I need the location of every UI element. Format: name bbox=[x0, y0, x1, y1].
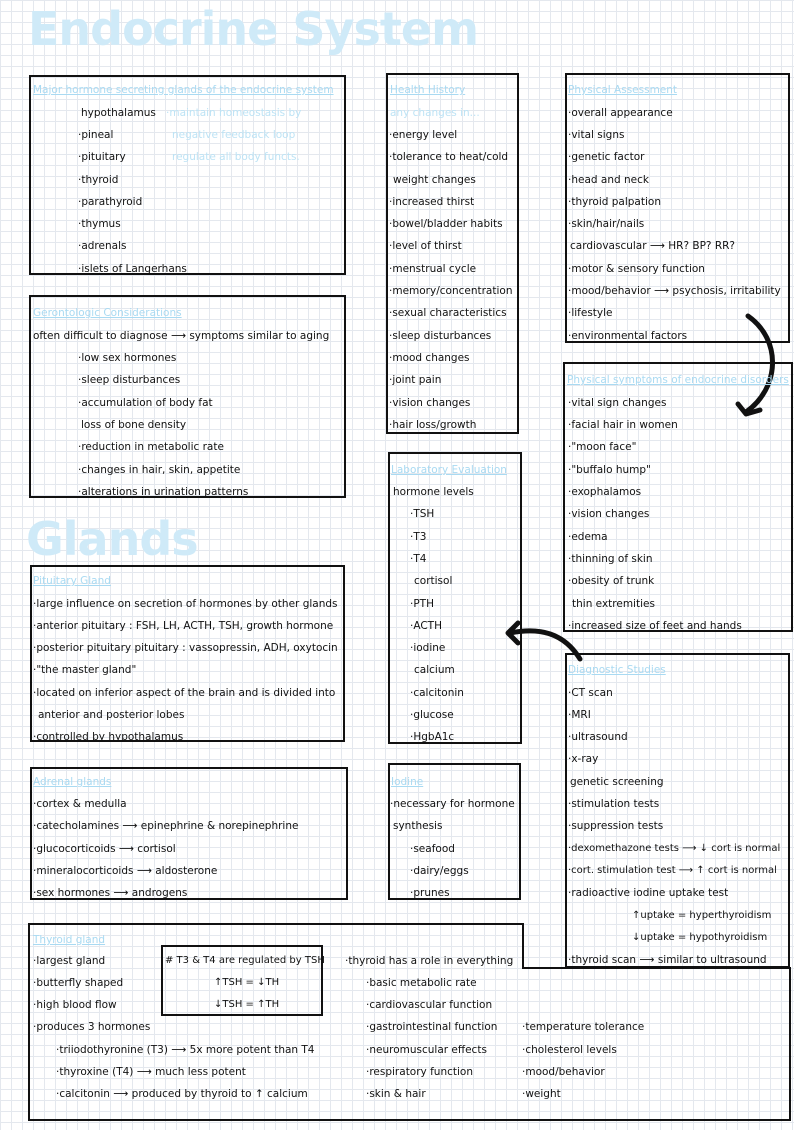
thyroid-hormone: ·calcitonin ⟶ produced by thyroid to ↑ calcium bbox=[56, 1088, 308, 1100]
thyroid-role-item: ·basic metabolic rate bbox=[366, 977, 477, 989]
pituitary-item: anterior and posterior lobes bbox=[38, 709, 185, 721]
diagnostic-item: ·x-ray bbox=[568, 753, 599, 765]
pituitary-item: ·large influence on secretion of hormones by other glands bbox=[33, 598, 338, 610]
gland-item: ·thyroid bbox=[78, 174, 119, 186]
health-history-item: ·menstrual cycle bbox=[389, 263, 477, 275]
diagnostic-item: ·radioactive iodine uptake test bbox=[568, 887, 729, 899]
gerontologic-item: ·reduction in metabolic rate bbox=[78, 441, 224, 453]
thyroid-fact: ·butterfly shaped bbox=[33, 977, 124, 989]
health-history-item: ·sexual characteristics bbox=[389, 307, 507, 319]
thyroid-fact: ·largest gland bbox=[33, 955, 106, 967]
health-history-item: ·increased thirst bbox=[389, 196, 475, 208]
major-glands-header: Major hormone secreting glands of the endocrine system bbox=[33, 84, 334, 96]
gerontologic-item: ·accumulation of body fat bbox=[78, 397, 213, 409]
tsh-regulation-line: ↓TSH = ↑TH bbox=[214, 999, 280, 1010]
thyroid-hormone: ·thyroxine (T4) ⟶ much less potent bbox=[56, 1066, 246, 1078]
lab-item: ·T4 bbox=[410, 553, 427, 565]
homeostasis-note: regulate all body functs. bbox=[172, 151, 300, 163]
diagnostic-item: ·CT scan bbox=[568, 687, 613, 699]
physical-assessment-item: ·lifestyle bbox=[568, 307, 613, 319]
adrenal-item: ·glucocorticoids ⟶ cortisol bbox=[33, 843, 176, 855]
iodine-item: synthesis bbox=[393, 820, 443, 832]
homeostasis-note: ·maintain homeostasis by bbox=[166, 107, 302, 119]
lab-evaluation-header: Laboratory Evaluation bbox=[391, 464, 507, 476]
gland-item: ·adrenals bbox=[78, 240, 127, 252]
lab-intro: hormone levels bbox=[393, 486, 474, 498]
symptom-item: ·"moon face" bbox=[568, 441, 637, 453]
lab-item: cortisol bbox=[414, 575, 453, 587]
gland-item: hypothalamus bbox=[81, 107, 156, 119]
thyroid-fact: ·high blood flow bbox=[33, 999, 117, 1011]
adrenal-header: Adrenal glands bbox=[33, 776, 112, 788]
gland-item: ·thymus bbox=[78, 218, 121, 230]
physical-assessment-item: ·environmental factors bbox=[568, 330, 688, 342]
lab-item: ·iodine bbox=[410, 642, 446, 654]
health-history-item: ·bowel/bladder habits bbox=[389, 218, 503, 230]
symptom-item: ·vision changes bbox=[568, 508, 650, 520]
gerontologic-header: Gerontologic Considerations bbox=[33, 307, 182, 319]
pituitary-item: ·posterior pituitary pituitary : vassopressin, ADH, oxytocin bbox=[33, 642, 338, 654]
symptom-item: ·facial hair in women bbox=[568, 419, 678, 431]
physical-assessment-item: ·head and neck bbox=[568, 174, 649, 186]
lab-item: ·T3 bbox=[410, 531, 427, 543]
health-history-item: ·memory/concentration bbox=[389, 285, 513, 297]
gerontologic-item: ·changes in hair, skin, appetite bbox=[78, 464, 241, 476]
gerontologic-item: loss of bone density bbox=[81, 419, 187, 431]
thyroid-fact: ·produces 3 hormones bbox=[33, 1021, 151, 1033]
gland-item: ·pineal bbox=[78, 129, 114, 141]
pituitary-item: ·located on inferior aspect of the brain and is divided into bbox=[33, 687, 336, 699]
symptom-item: ·obesity of trunk bbox=[568, 575, 655, 587]
iodine-item: ·dairy/eggs bbox=[410, 865, 469, 877]
thyroid-role-item: ·cholesterol levels bbox=[522, 1044, 617, 1056]
lab-item: calcium bbox=[414, 664, 455, 676]
symptom-item: ·thinning of skin bbox=[568, 553, 653, 565]
tsh-regulation-line: ↑TSH = ↓TH bbox=[214, 977, 280, 988]
symptom-item: ·increased size of feet and hands bbox=[568, 620, 742, 632]
gland-item: ·islets of Langerhans bbox=[78, 263, 187, 275]
health-history-header: Health History bbox=[390, 84, 466, 96]
health-history-item: ·vision changes bbox=[389, 397, 471, 409]
major-glands-box bbox=[29, 75, 346, 275]
thyroid-header: Thyroid gland bbox=[33, 934, 106, 946]
tsh-regulation-line: # T3 & T4 are regulated by TSH bbox=[165, 955, 325, 966]
health-history-item: ·sleep disturbances bbox=[389, 330, 492, 342]
physical-assessment-item: ·genetic factor bbox=[568, 151, 645, 163]
lab-item: ·HgbA1c bbox=[410, 731, 455, 743]
diagnostic-item: ↑uptake = hyperthyroidism bbox=[632, 910, 772, 921]
symptom-item: ·"buffalo hump" bbox=[568, 464, 651, 476]
thyroid-role-item: ·temperature tolerance bbox=[522, 1021, 645, 1033]
adrenal-item: ·cortex & medulla bbox=[33, 798, 127, 810]
physical-assessment-item: cardiovascular ⟶ HR? BP? RR? bbox=[570, 240, 736, 252]
iodine-item: ·seafood bbox=[410, 843, 455, 855]
thyroid-role-item: ·gastrointestinal function bbox=[366, 1021, 498, 1033]
health-history-item: ·hair loss/growth bbox=[389, 419, 477, 431]
iodine-header: Iodine bbox=[391, 776, 424, 788]
page-title: Endocrine System bbox=[28, 2, 478, 56]
diagnostic-header: Diagnostic Studies bbox=[568, 664, 666, 676]
health-history-subheader: any changes in... bbox=[390, 107, 480, 119]
gerontologic-intro: often difficult to diagnose ⟶ symptoms similar to aging bbox=[33, 330, 330, 342]
physical-assessment-item: ·vital signs bbox=[568, 129, 625, 141]
lab-item: ·calcitonin bbox=[410, 687, 464, 699]
iodine-item: ·prunes bbox=[410, 887, 450, 899]
adrenal-item: ·sex hormones ⟶ androgens bbox=[33, 887, 188, 899]
lab-item: ·TSH bbox=[410, 508, 435, 520]
lab-item: ·glucose bbox=[410, 709, 454, 721]
diagnostic-item: ·thyroid scan ⟶ similar to ultrasound bbox=[568, 954, 767, 966]
physical-assessment-header: Physical Assessment bbox=[568, 84, 678, 96]
lab-item: ·PTH bbox=[410, 598, 434, 610]
thyroid-role-item: ·mood/behavior bbox=[522, 1066, 605, 1078]
homeostasis-note: negative feedback loop bbox=[172, 129, 296, 141]
glands-title: Glands bbox=[26, 512, 198, 566]
gerontologic-item: ·low sex hormones bbox=[78, 352, 177, 364]
physical-assessment-item: ·motor & sensory function bbox=[568, 263, 705, 275]
diagnostic-item: ·suppression tests bbox=[568, 820, 664, 832]
health-history-item: ·energy level bbox=[389, 129, 458, 141]
diagnostic-item: ·MRI bbox=[568, 709, 591, 721]
diagnostic-item: ·dexomethazone tests ⟶ ↓ cort is normal bbox=[568, 843, 781, 854]
diagnostic-item: ·ultrasound bbox=[568, 731, 628, 743]
symptom-item: ·vital sign changes bbox=[568, 397, 667, 409]
adrenal-item: ·catecholamines ⟶ epinephrine & norepinephrine bbox=[33, 820, 299, 832]
diagnostic-item: ·cort. stimulation test ⟶ ↑ cort is normal bbox=[568, 865, 777, 876]
thyroid-role-item: ·skin & hair bbox=[366, 1088, 426, 1100]
thyroid-role-intro: ·thyroid has a role in everything bbox=[345, 955, 514, 967]
health-history-item: weight changes bbox=[393, 174, 476, 186]
health-history-item: ·mood changes bbox=[389, 352, 470, 364]
physical-assessment-item: ·skin/hair/nails bbox=[568, 218, 645, 230]
thyroid-role-item: ·respiratory function bbox=[366, 1066, 473, 1078]
diagnostic-item: ↓uptake = hypothyroidism bbox=[632, 932, 768, 943]
thyroid-role-item: ·weight bbox=[522, 1088, 561, 1100]
health-history-item: ·level of thirst bbox=[389, 240, 462, 252]
lab-item: ·ACTH bbox=[410, 620, 442, 632]
physical-symptoms-header: Physical symptoms of endocrine disorders bbox=[567, 374, 789, 386]
symptom-item: thin extremities bbox=[572, 598, 655, 610]
physical-assessment-item: ·thyroid palpation bbox=[568, 196, 661, 208]
diagnostic-item: genetic screening bbox=[570, 776, 664, 788]
physical-assessment-item: ·mood/behavior ⟶ psychosis, irritability bbox=[568, 285, 781, 297]
health-history-item: ·tolerance to heat/cold bbox=[389, 151, 509, 163]
physical-assessment-item: ·overall appearance bbox=[568, 107, 673, 119]
gerontologic-item: ·sleep disturbances bbox=[78, 374, 181, 386]
pituitary-header: Pituitary Gland bbox=[33, 575, 111, 587]
thyroid-role-item: ·cardiovascular function bbox=[366, 999, 493, 1011]
pituitary-item: ·anterior pituitary : FSH, LH, ACTH, TSH, growth hormone bbox=[33, 620, 334, 632]
gland-item: ·parathyroid bbox=[78, 196, 143, 208]
iodine-item: ·necessary for hormone bbox=[390, 798, 515, 810]
health-history-item: ·joint pain bbox=[389, 374, 442, 386]
adrenal-item: ·mineralocorticoids ⟶ aldosterone bbox=[33, 865, 218, 877]
gland-item: ·pituitary bbox=[78, 151, 126, 163]
pituitary-item: ·controlled by hypothalamus bbox=[33, 731, 184, 743]
symptom-item: ·exophalamos bbox=[568, 486, 642, 498]
gerontologic-item: ·alterations in urination patterns bbox=[78, 486, 249, 498]
diagnostic-item: ·stimulation tests bbox=[568, 798, 660, 810]
pituitary-item: ·"the master gland" bbox=[33, 664, 137, 676]
symptom-item: ·edema bbox=[568, 531, 608, 543]
thyroid-hormone: ·triiodothyronine (T3) ⟶ 5x more potent than T4 bbox=[56, 1044, 315, 1056]
thyroid-role-item: ·neuromuscular effects bbox=[366, 1044, 487, 1056]
